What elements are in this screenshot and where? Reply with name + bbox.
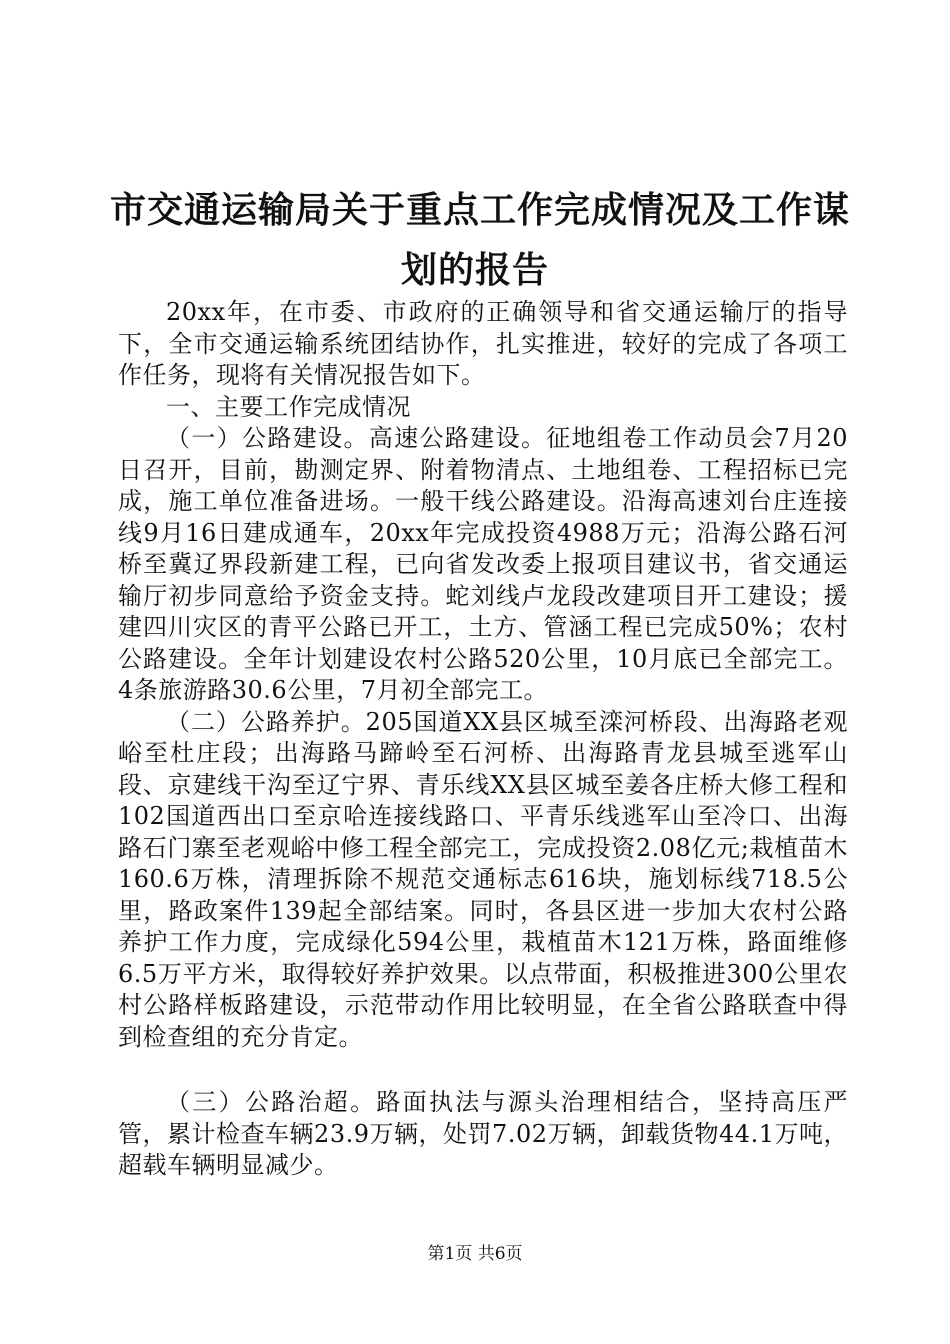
paragraph-road-maintenance: （二）公路养护。205国道XX县区城至滦河桥段、出海路老观峪至杜庄段；出海路马蹄岭至石河桥、出海路青龙县城至逃军山段、京建线干沟至辽宁界、青乐线XX县区城至姜各庄桥大修工程和102国道西出口至京哈连接线路口、平青乐线逃军山至冷口、出海路石门寨至老观峪中修工程全部完工，完成投资2.08亿元;栽植苗木160.6万株，清理拆除不规范交通标志616块，施划标线718.5公里，路政案件139起全部结案。同时，各县区进一步加大农村公路养护工作力度，完成绿化594公里，栽植苗木121万株，路面维修6.5万平方米，取得较好养护效果。以点带面，积极推进300公里农村公路样板路建设，示范带动作用比较明显，在全省公路联查中得到检查组的充分肯定。	[118, 707, 848, 1051]
paragraph-road-construction: （一）公路建设。高速公路建设。征地组卷工作动员会7月20日召开，目前，勘测定界、附着物清点、土地组卷、工程招标已完成，施工单位准备进场。一般干线公路建设。沿海高速刘台庄连接线9月16日建成通车，20xx年完成投资4988万元；沿海公路石河桥至冀辽界段新建工程，已向省发改委上报项目建议书，省交通运输厅初步同意给予资金支持。蛇刘线卢龙段改建项目开工建设；援建四川灾区的青平公路已开工，土方、管涵工程已完成50%；农村公路建设。全年计划建设农村公路520公里，10月底已全部完工。4条旅游路30.6公里，7月初全部完工。	[118, 424, 848, 704]
document-title-line-2: 划的报告	[400, 249, 549, 291]
intro-paragraph: 20xx年，在市委、市政府的正确领导和省交通运输厅的指导下，全市交通运输系统团结协作，扎实推进，较好的完成了各项工作任务，现将有关情况报告如下。	[118, 298, 848, 389]
document-body	[118, 297, 848, 1182]
page-number-footer: 第1页 共6页	[427, 1244, 523, 1264]
document-title-line-1: 市交通运输局关于重点工作完成情况及工作谋	[110, 189, 851, 231]
section-heading-main-work: 一、主要工作完成情况	[166, 392, 411, 421]
paragraph-overload-control: （三）公路治超。路面执法与源头治理相结合，坚持高压严管，累计检查车辆23.9万辆，处罚7.02万辆，卸载货物44.1万吨，超载车辆明显减少。	[118, 1088, 848, 1179]
